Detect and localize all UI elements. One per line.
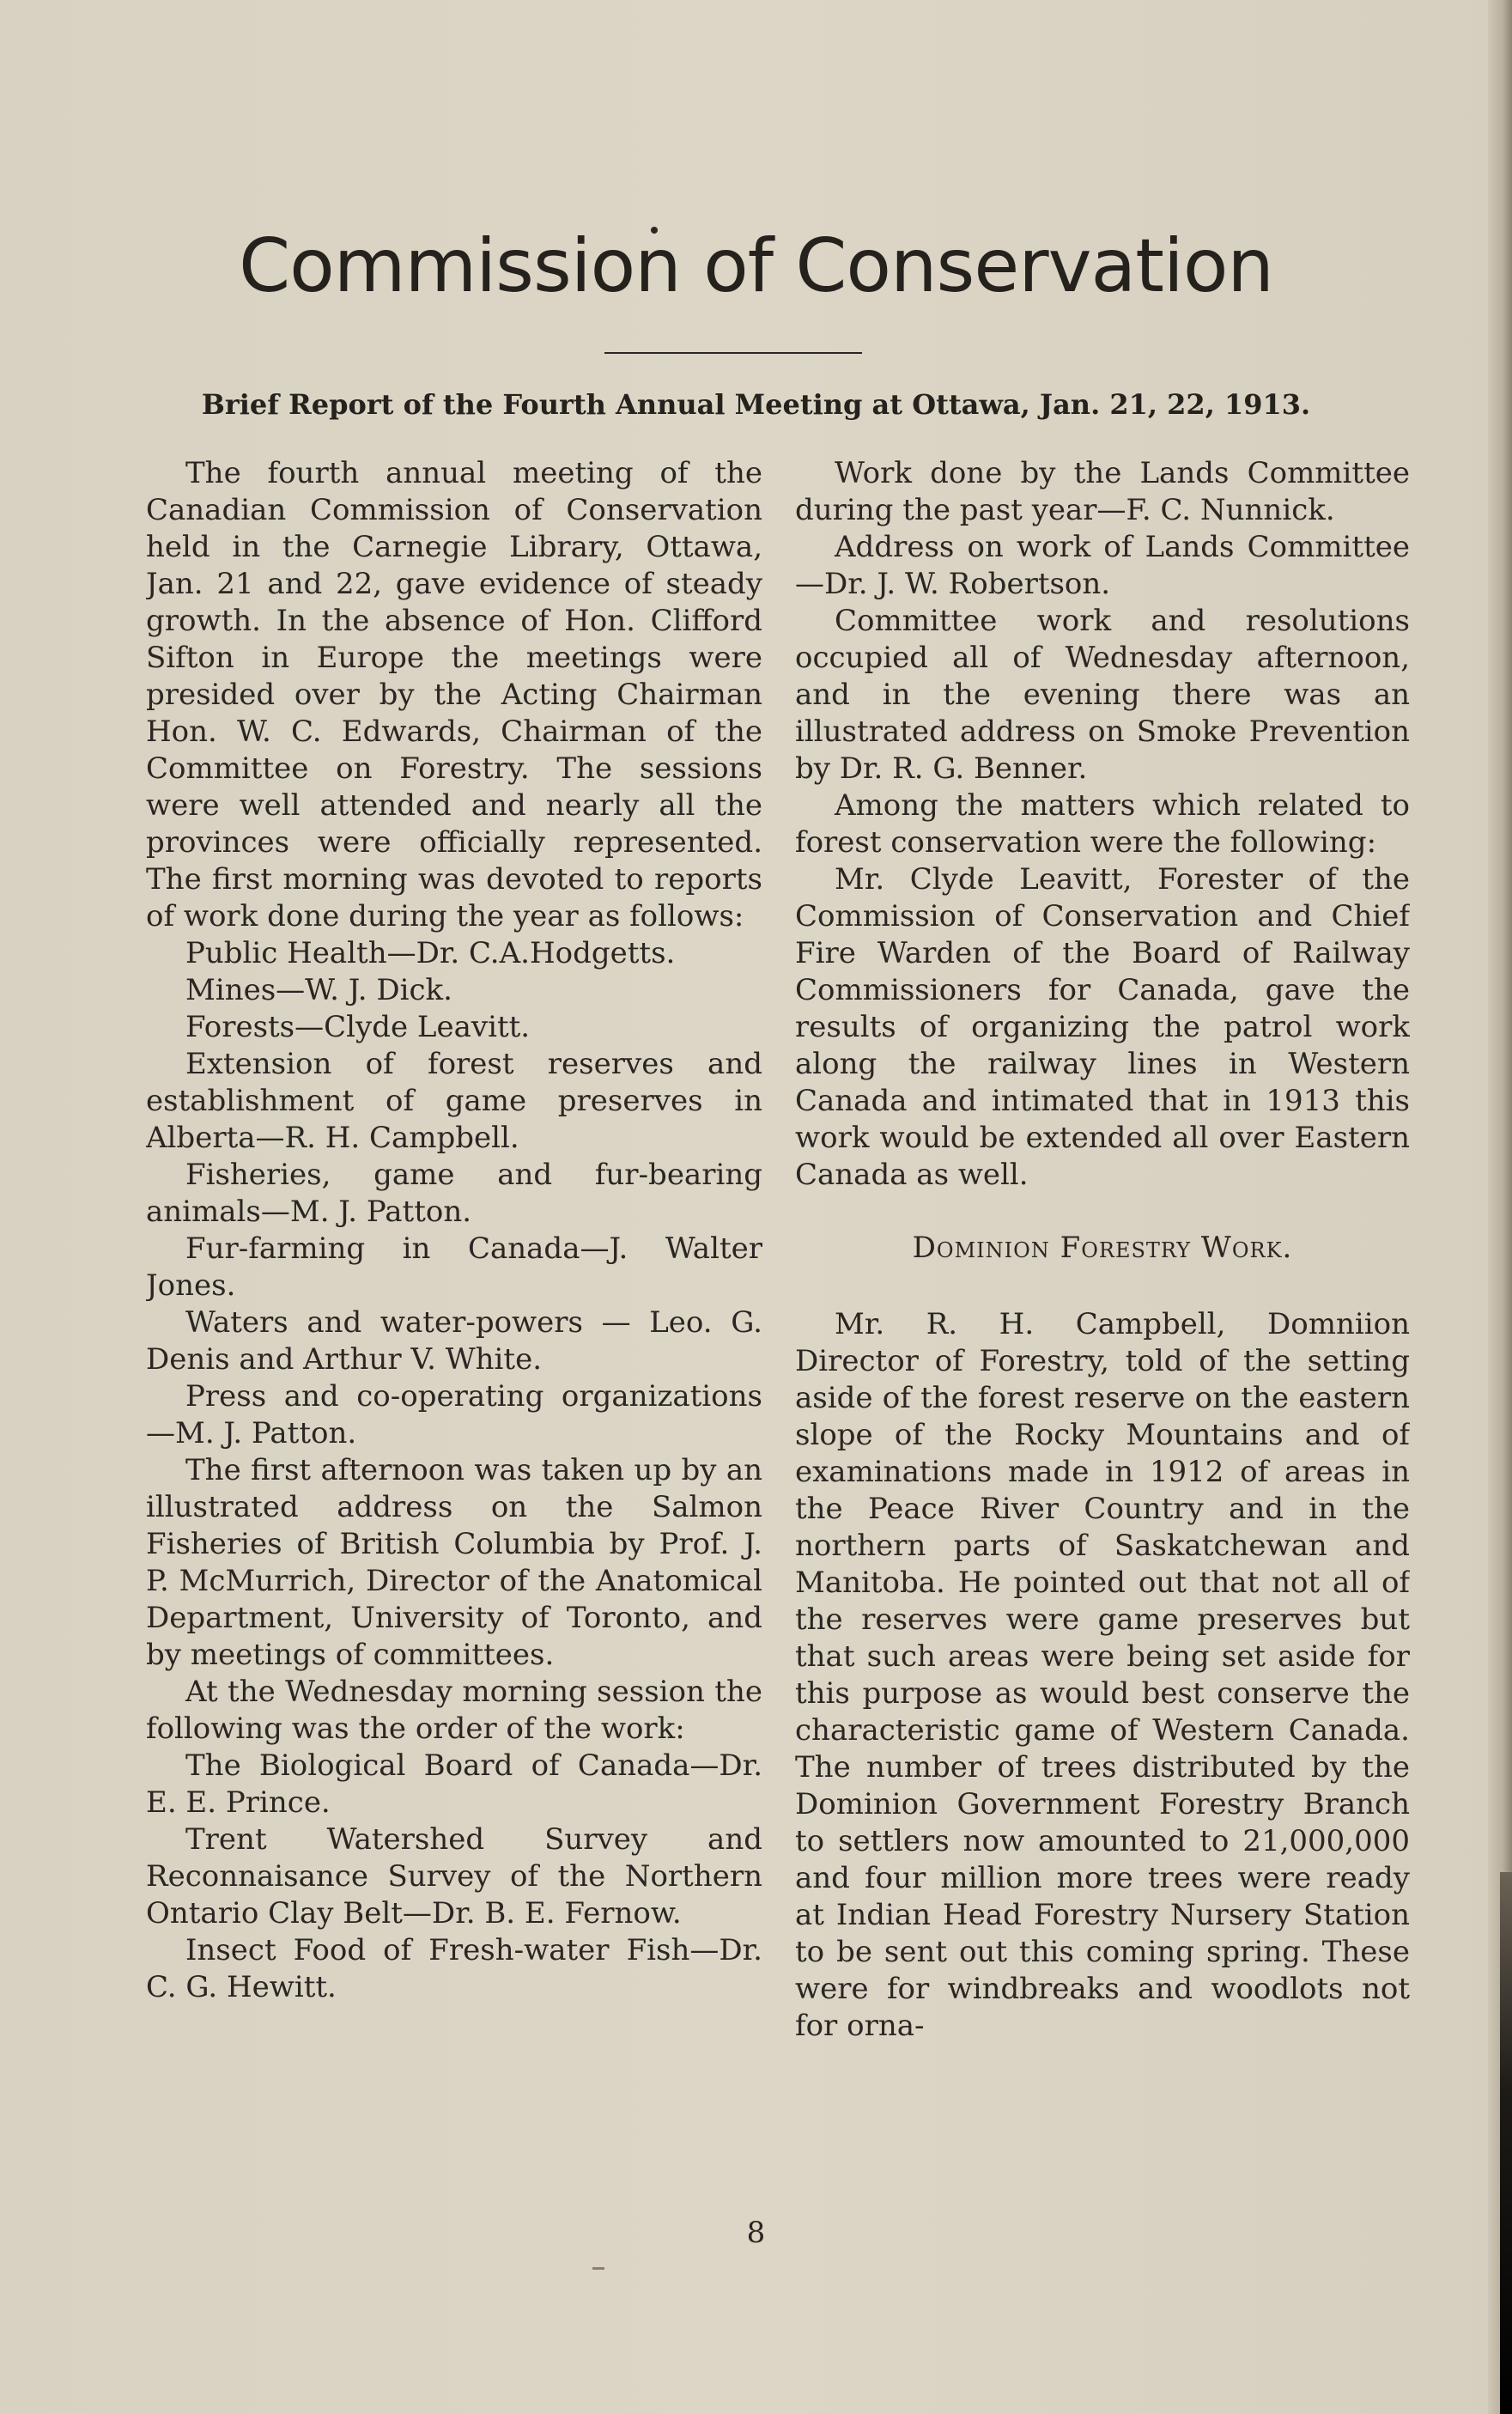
article-subtitle: Brief Report of the Fourth Annual Meeting at Ottawa, Jan. 21, 22, 1913. [201,388,1311,421]
paragraph: Waters and water-powers — Leo. G. Denis and Arthur V. White. [146,1305,762,1377]
paragraph: Mr. Clyde Leavitt, Forester of the Commission of Conservation and Chief Fire Warden of the Board of Railway Commissioners for Canada, gave the results of organizing the patrol work along the railway lines in Western Canada and intimated that in 1913 this work would be extended all over Eastern Canada as well. [795,862,1410,1192]
right-column [795,455,1410,2224]
paragraph: Among the matters which related to forest conservation were the following: [795,788,1410,860]
paragraph: Insect Food of Fresh-water Fish—Dr. C. G. Hewitt. [146,1933,762,2004]
paragraph: Press and co-operating organizations—M. J. Patton. [146,1379,762,1450]
paragraph: Extension of forest reserves and establishment of game preserves in Alberta—R. H. Campbell. [146,1047,762,1155]
paragraph: The first afternoon was taken up by an illustrated address on the Salmon Fisheries of British Columbia by Prof. J. P. McMurrich, Director of the Anatomical Department, University of Toronto, and by meetings of committees. [146,1453,762,1672]
left-column [146,455,762,2224]
paragraph: Fur-farming in Canada—J. Walter Jones. [146,1231,762,1303]
paragraph: The fourth annual meeting of the Canadian Commission of Conservation held in the Carnegie Library, Ottawa, Jan. 21 and 22, gave evidence of steady growth. In the absence of Hon. Clifford Sifton in Europe the meetings were presided over by the Acting Chairman Hon. W. C. Edwards, Chairman of the Committee on Forestry. The sessions were well attended and nearly all the provinces were officially represented. The first morning was devoted to reports of work done during the year as follows: [146,456,762,933]
print-mark [592,2267,604,2270]
paragraph: Fisheries, game and fur-bearing animals—M. J. Patton. [146,1158,762,1229]
paragraph: Address on work of Lands Committee—Dr. J. W. Robertson. [795,530,1410,601]
paragraph: Mr. R. H. Campbell, Domniion Director of Forestry, told of the setting aside of the forest reserve on the eastern slope of the Rocky Mountains and of examinations made in 1912 of areas in the Peace River Country and in the northern parts of Saskatchewan and Manitoba. He pointed out that not all of the reserves were game preserves but that such areas were being set aside for this purpose as would best conserve the characteristic game of Western Canada. The number of trees distributed by the Dominion Government Forestry Branch to settlers now amounted to 21,000,000 and four million more trees were ready at Indian Head Forestry Nursery Station to be sent out this coming spring. These were for windbreaks and woodlots not for orna- [795,1307,1410,2043]
paragraph: Public Health—Dr. C.A.Hodgetts. [185,936,676,970]
title-rule [604,352,862,354]
page-edge-shadow [1500,1872,1512,2414]
paragraph: At the Wednesday morning session the following was the order of the work: [146,1675,762,1746]
paragraph: The Biological Board of Canada—Dr. E. E. Prince. [146,1748,762,1820]
paragraph: Mines—W. J. Dick. [185,973,452,1007]
page-number: 8 [746,2216,766,2250]
page-title: Commission of Conservation [239,223,1273,309]
section-heading: Dominion Forestry Work. [912,1231,1293,1265]
paragraph: Committee work and resolutions occupied all of Wednesday afternoon, and in the evening there was an illustrated address on Smoke Prevention by Dr. R. G. Benner. [795,604,1410,786]
paragraph: Work done by the Lands Committee during the past year—F. C. Nunnick. [795,456,1410,527]
paragraph: Trent Watershed Survey and Reconnaisance Survey of the Northern Ontario Clay Belt—Dr. B. E. Fernow. [146,1822,762,1931]
paragraph: Forests—Clyde Leavitt. [185,1010,531,1044]
